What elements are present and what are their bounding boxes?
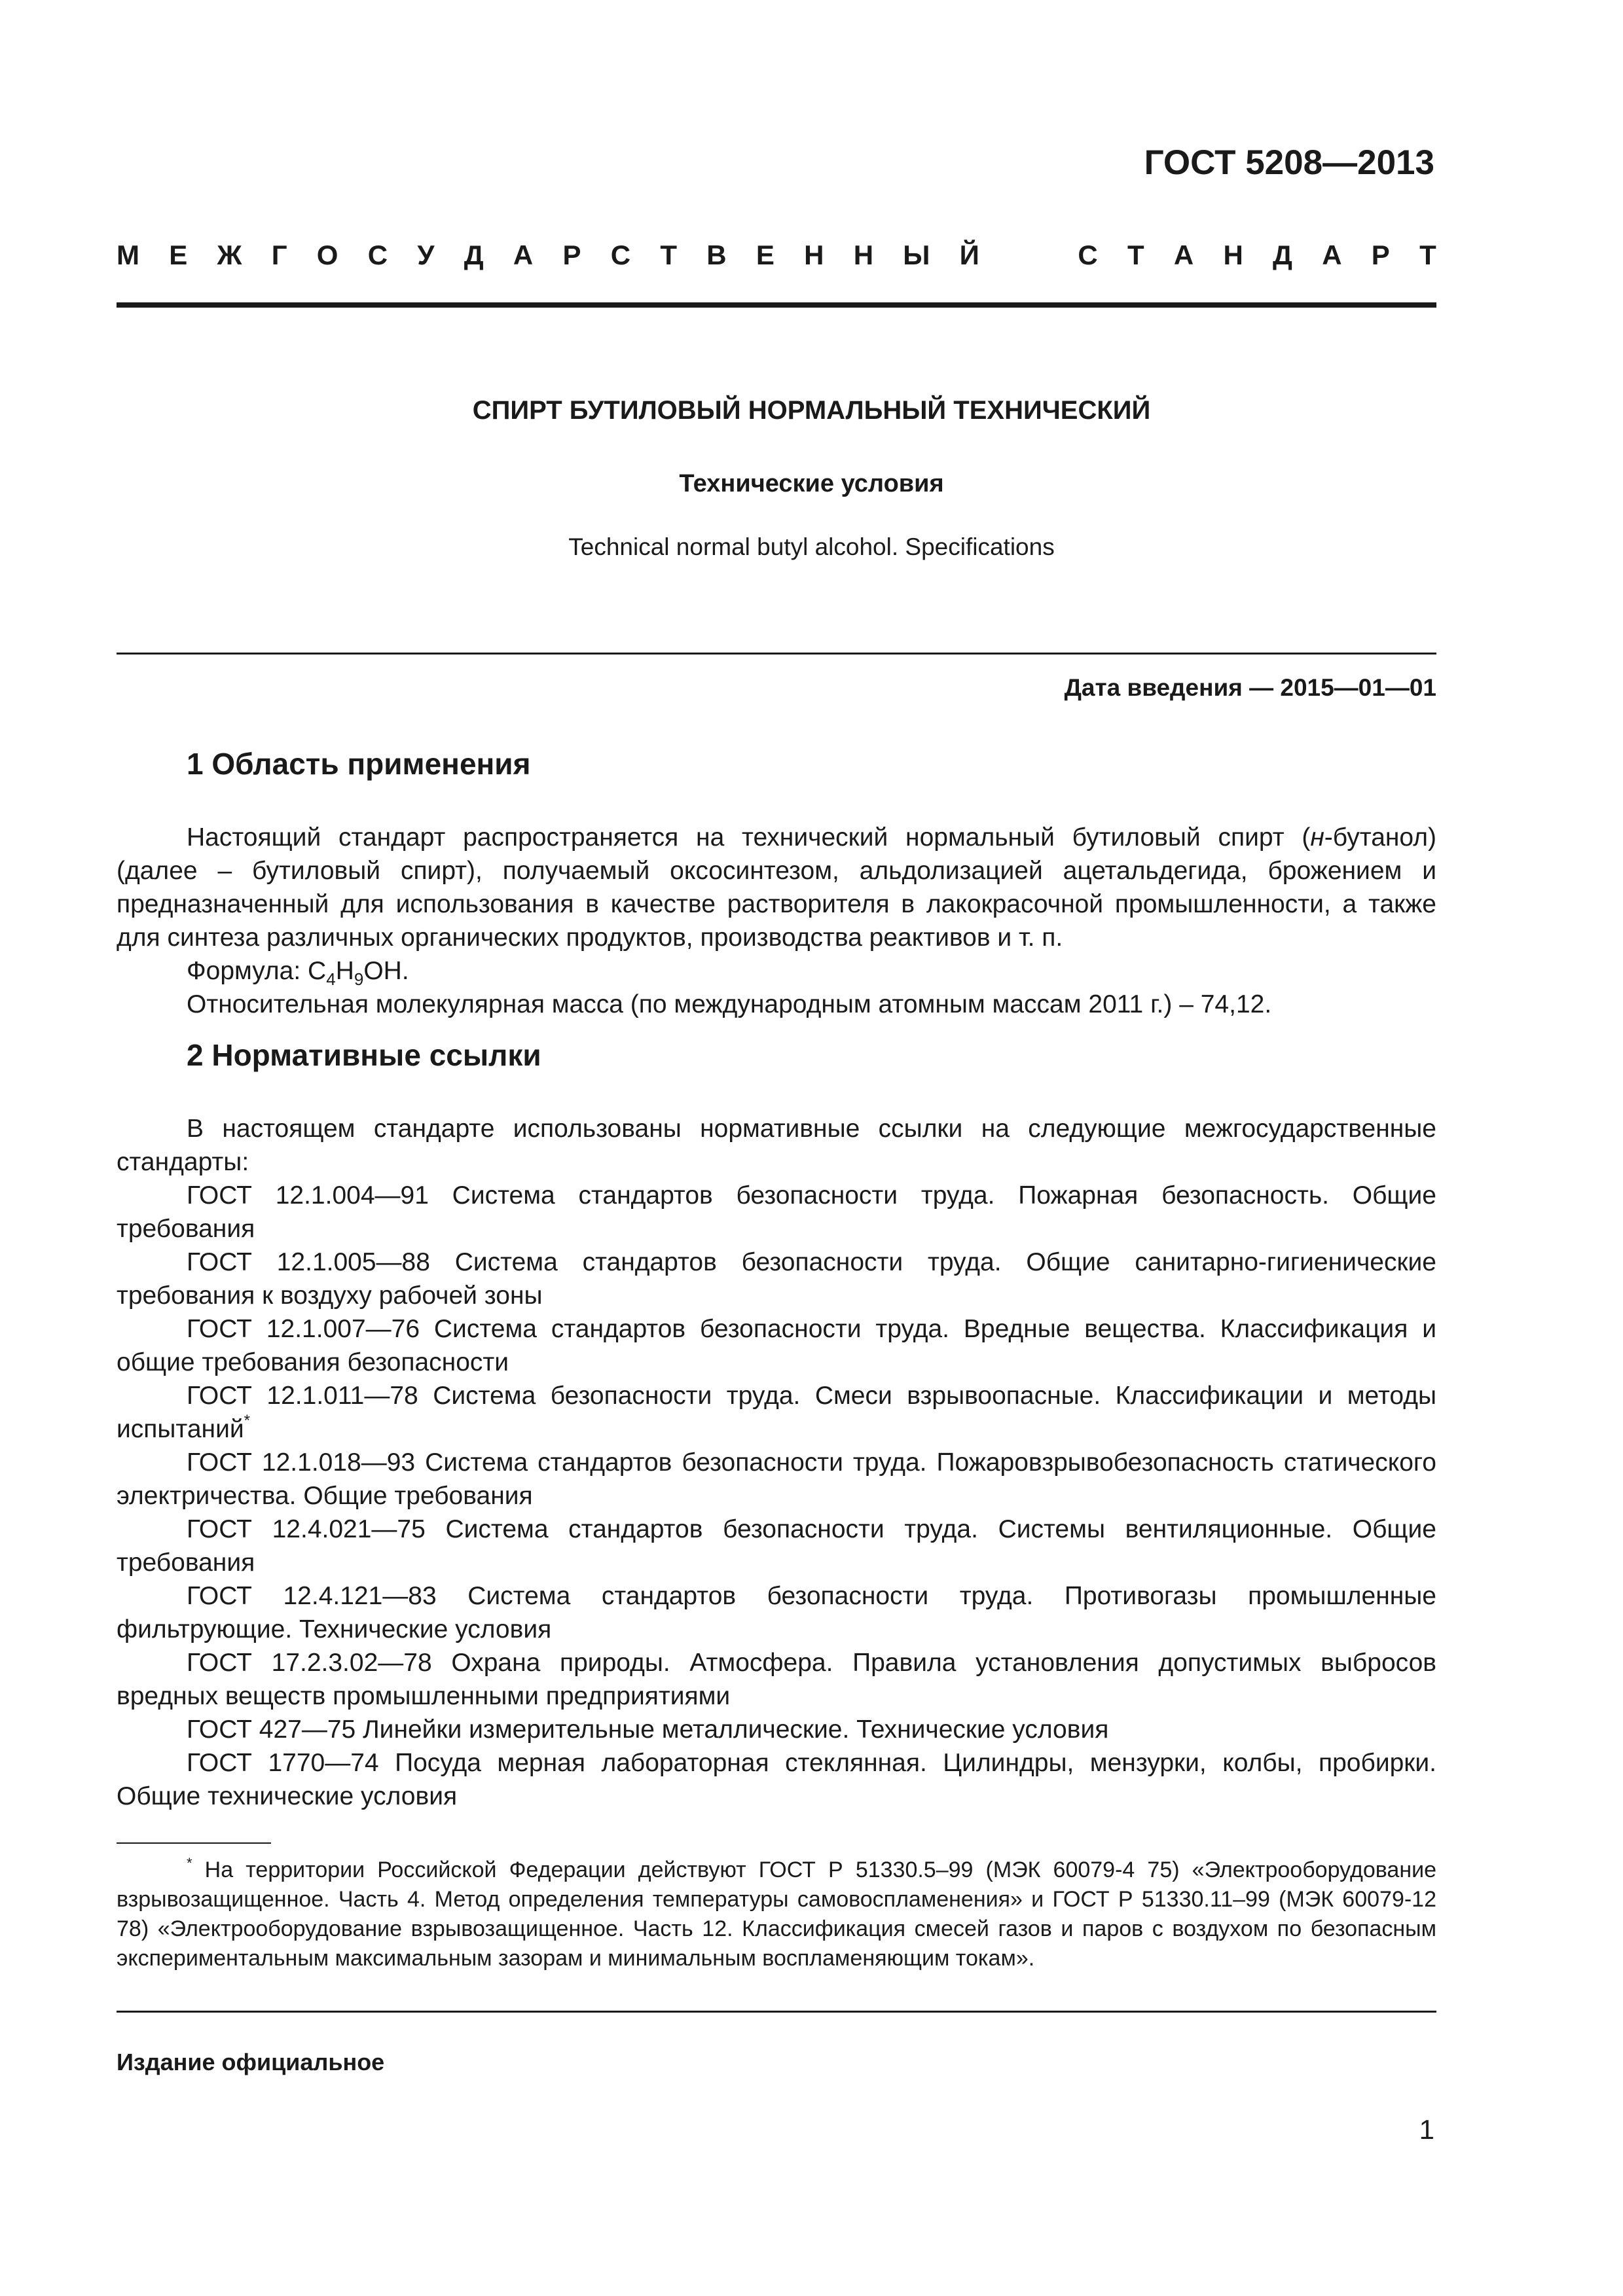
banner-letter: О	[316, 240, 338, 270]
header-divider	[117, 302, 1436, 308]
banner-letter: С	[610, 240, 631, 270]
banner-letter: У	[417, 240, 435, 270]
formula-text: OH.	[363, 957, 409, 985]
banner-letter: Е	[169, 240, 188, 270]
section-2-body	[117, 1112, 1436, 1813]
page-number: 1	[1419, 2114, 1434, 2145]
banner-word-gap	[1009, 240, 1048, 271]
banner-letter: Р	[562, 240, 581, 270]
banner-letter: А	[1173, 240, 1194, 270]
banner-letter: Т	[1127, 240, 1144, 270]
banner-letter: Н	[853, 240, 874, 270]
banner-letter: Д	[464, 240, 484, 270]
molecular-mass-line: Относительная молекулярная масса (по международным атомным массам 2011 г.) – 74,12.	[187, 990, 1272, 1018]
footnote-paragraph	[117, 1856, 1436, 1973]
formula-subscript: 9	[354, 969, 364, 989]
reference-item: ГОСТ 12.1.007—76 Система стандартов безопасности труда. Вредные вещества. Классификация и общие требования безопасности	[117, 1315, 1436, 1376]
document-code: ГОСТ 5208—2013	[1144, 143, 1434, 182]
reference-item: ГОСТ 12.4.121—83 Система стандартов безопасности труда. Противогазы промышленные фильтрующие. Технические условия	[117, 1582, 1436, 1643]
english-title: Technical normal butyl alcohol. Specifications	[568, 533, 1055, 560]
banner-letter: Н	[1223, 240, 1243, 270]
section-2-heading: 2 Нормативные ссылки	[187, 1038, 541, 1072]
formula-subscript: 4	[326, 969, 336, 989]
scope-text-start: Настоящий стандарт распространяется на технический нормальный бутиловый спирт (	[187, 823, 1311, 852]
banner-letter: Т	[660, 240, 677, 270]
document-subtitle: Технические условия	[679, 470, 944, 497]
section-1-heading: 1 Область применения	[187, 747, 531, 781]
official-edition-label: Издание официальное	[117, 2049, 385, 2075]
interstate-standard-banner	[117, 240, 1436, 271]
reference-text: ГОСТ 12.1.011—78 Система безопасности труда. Смеси взрывоопасные. Классификации и методы испытаний	[117, 1382, 1436, 1443]
introduction-date: Дата введения — 2015—01—01	[1064, 674, 1436, 701]
reference-item: ГОСТ 12.1.005—88 Система стандартов безопасности труда. Общие санитарно-гигиенические требования к воздуху рабочей зоны	[117, 1248, 1436, 1310]
formula-text: H	[335, 957, 354, 985]
reference-item: ГОСТ 17.2.3.02—78 Охрана природы. Атмосфера. Правила установления допустимых выбросов вредных веществ промышленными предприятиями	[117, 1649, 1436, 1710]
banner-letter: Ы	[903, 240, 930, 270]
reference-item: ГОСТ 12.1.004—91 Система стандартов безопасности труда. Пожарная безопасность. Общие требования	[117, 1181, 1436, 1243]
footnote-divider	[117, 1842, 271, 1844]
formula-line	[117, 954, 1436, 988]
footnote-marker: *	[244, 1412, 251, 1429]
banner-letter: Т	[1419, 240, 1436, 270]
banner-letter: Н	[804, 240, 824, 270]
footer-divider	[117, 2011, 1436, 2013]
formula-label: Формула: C	[187, 957, 327, 985]
reference-item: ГОСТ 12.4.021—75 Система стандартов безопасности труда. Системы вентиляционные. Общие требования	[117, 1515, 1436, 1577]
scope-italic-n: н	[1310, 823, 1324, 852]
banner-letter: А	[513, 240, 534, 270]
reference-item: ГОСТ 12.1.018—93 Система стандартов безопасности труда. Пожаровзрывобезопасность статического электричества. Общие требования	[117, 1448, 1436, 1510]
footnote-marker: *	[187, 1855, 192, 1871]
banner-letter: С	[367, 240, 388, 270]
title-divider	[117, 653, 1436, 655]
banner-letter: С	[1078, 240, 1098, 270]
reference-item	[117, 1379, 1436, 1446]
references-intro: В настоящем стандарте использованы нормативные ссылки на следующие межгосударственные стандарты:	[117, 1115, 1436, 1176]
banner-letter: Ж	[217, 240, 242, 270]
banner-letter: М	[117, 240, 139, 270]
footnote-text: На территории Российской Федерации действуют ГОСТ Р 51330.5–99 (МЭК 60079-4 75) «Электрооборудование взрывозащищенное. Часть 4. Метод определения температуры самовоспламенения» и ГОСТ Р 51330.11–99 (МЭК 60079-12 78) «Электрооборудование взрывозащищенное. Часть 12. Классификация смесей газов и паров с воздухом по безопасным экспериментальным максимальным зазорам и минимальным воспламеняющим токам».	[117, 1857, 1436, 1971]
banner-letter: Д	[1273, 240, 1292, 270]
banner-letter: В	[706, 240, 727, 270]
reference-item: ГОСТ 427—75 Линейки измерительные металлические. Технические условия	[187, 1715, 1109, 1744]
banner-letter: А	[1322, 240, 1342, 270]
reference-item: ГОСТ 1770—74 Посуда мерная лабораторная стеклянная. Цилиндры, мензурки, колбы, пробирки. Общие технические условия	[117, 1749, 1436, 1810]
document-title: СПИРТ БУТИЛОВЫЙ НОРМАЛЬНЫЙ ТЕХНИЧЕСКИЙ	[472, 396, 1151, 425]
scope-paragraph	[117, 821, 1436, 954]
banner-letter: Е	[756, 240, 775, 270]
scope-text-end: -бутанол) (далее – бутиловый спирт), получаемый оксосинтезом, альдолизацией ацетальдегида, брожением и предназначенный для использования в качестве растворителя в лакокрасочной промышленности, а также для синтеза различных органических продуктов, производства реактивов и т. п.	[117, 823, 1436, 952]
footnote	[117, 1856, 1436, 1973]
banner-letter: Й	[959, 240, 979, 270]
banner-letter: Р	[1371, 240, 1390, 270]
banner-letter: Г	[271, 240, 287, 270]
section-1-body	[117, 821, 1436, 1021]
